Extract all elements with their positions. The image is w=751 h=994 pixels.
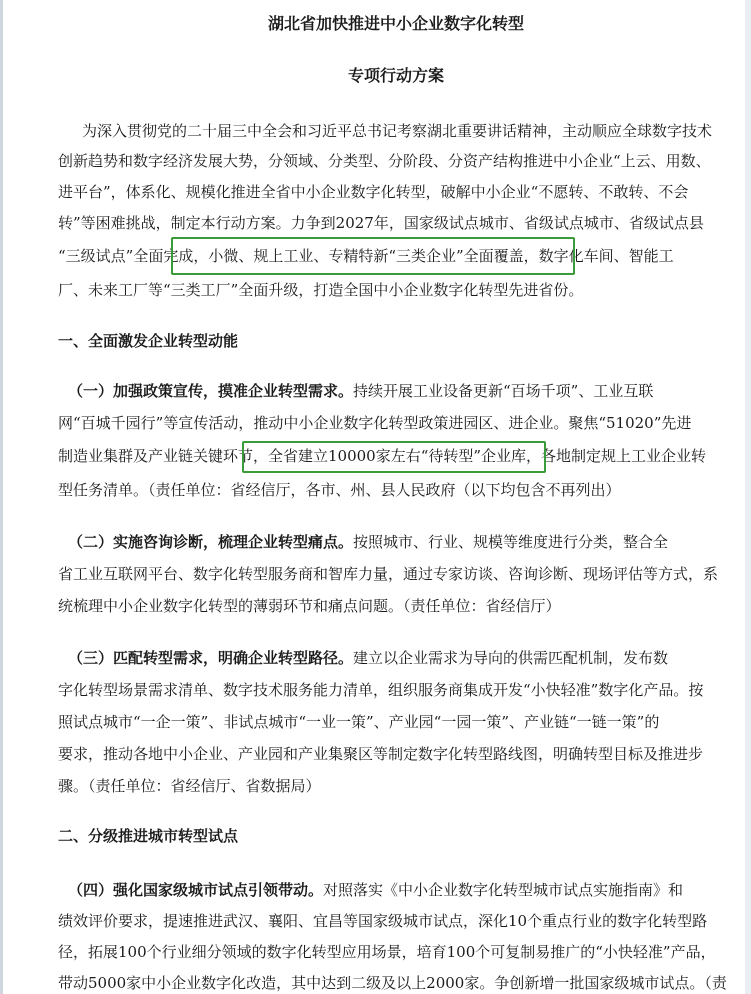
paragraph-line [68, 532, 668, 552]
intro-line: 为深入贯彻党的二十届三中全会和习近平总书记考察湖北重要讲话精神，主动顺应全球数字技术 [82, 122, 713, 140]
highlight-box [171, 237, 575, 275]
paragraph-heading: （三）匹配转型需求，明确企业转型路径。 [68, 649, 354, 667]
intro-line: “三级试点”全面完成，小微、规上工业、专精特新“三类企业”全面覆盖，数字化车间、智能工 [58, 247, 674, 265]
intro-line: 厂、未来工厂等“三类工厂”全面升级，打造全国中小企业数字化转型先进省份。 [58, 281, 584, 299]
paragraph-line: 省工业互联网平台、数字化转型服务商和智库力量，通过专家访谈、咨询诊断、现场评估等方式，系 [58, 565, 719, 583]
paragraph-line: 制造业集群及产业链关键环节，全省建立10000家左右“待转型”企业库，各地制定规上工业企业转 [58, 447, 707, 465]
paragraph-line: 字化转型场景需求清单、数字技术服务能力清单，组织服务商集成开发“小快轻准”数字化产品。按 [58, 681, 704, 699]
left-border [0, 0, 3, 994]
paragraph-text: 对照落实《中小企业数字化转型城市试点实施指南》和 [323, 881, 684, 899]
document-subtitle: 专项行动方案 [347, 66, 444, 85]
paragraph-line: 照试点城市“一企一策”、非试点城市“一业一策”、产业园“一园一策”、产业链“一链一策”的 [58, 713, 660, 731]
paragraph-line: 网“百城千园行”等宣传活动，推动中小企业数字化转型政策进园区、进企业。聚焦“51020”先进 [58, 414, 692, 432]
paragraph-line [68, 648, 668, 668]
paragraph-line: 绩效评价要求，提速推进武汉、襄阳、宜昌等国家级城市试点，深化10个重点行业的数字化转型路 [58, 912, 708, 930]
paragraph-line [68, 880, 683, 900]
paragraph-line: 要求，推动各地中小企业、产业园和产业集聚区等制定数字化转型路线图，明确转型目标及推进步 [58, 745, 704, 763]
scrollbar-track[interactable] [745, 0, 751, 994]
paragraph-line: 型任务清单。（责任单位：省经信厅，各市、州、县人民政府（以下均包含不再列出） [58, 481, 621, 499]
document-title: 湖北省加快推进中小企业数字化转型 [267, 14, 524, 33]
paragraph-heading: （二）实施咨询诊断，梳理企业转型痛点。 [68, 533, 354, 551]
paragraph-line: 径，拓展100个行业细分领域的数字化转型应用场景，培育100个可复制易推广的“小快轻准”产品， [58, 943, 716, 961]
section-heading: 一、全面激发企业转型动能 [58, 332, 239, 350]
intro-line: 进平台”，体系化、规模化推进全省中小企业数字化转型，破解中小企业“不愿转、不敢转、不会 [58, 183, 689, 201]
intro-line: 创新趋势和数字经济发展大势，分领域、分类型、分阶段、分资产结构推进中小企业“上云、用数、 [58, 152, 711, 170]
paragraph-text: 持续开展工业设备更新“百场千项”、工业互联 [353, 382, 654, 400]
paragraph-line: 骤。（责任单位：省经信厅、省数据局） [58, 777, 321, 795]
paragraph-text: 建立以企业需求为导向的供需匹配机制，发布数 [353, 649, 669, 667]
section-heading: 二、分级推进城市转型试点 [58, 827, 239, 845]
paragraph-text: 按照城市、行业、规模等维度进行分类，整合全 [353, 533, 669, 551]
paragraph-line [68, 381, 653, 401]
paragraph-heading: （四）强化国家级城市试点引领带动。 [68, 881, 324, 899]
paragraph-heading: （一）加强政策宣传，摸准企业转型需求。 [68, 382, 354, 400]
paragraph-line: 统梳理中小企业数字化转型的薄弱环节和痛点问题。（责任单位：省经信厅） [58, 597, 561, 615]
paragraph-line: 带动5000家中小企业数字化改造，其中达到二级及以上2000家。争创新增一批国家级城市试点。（责 [58, 974, 727, 992]
intro-line: 转”等困难挑战，制定本行动方案。力争到2027年，国家级试点城市、省级试点城市、省级试点县 [58, 214, 704, 232]
highlight-box [242, 441, 546, 473]
